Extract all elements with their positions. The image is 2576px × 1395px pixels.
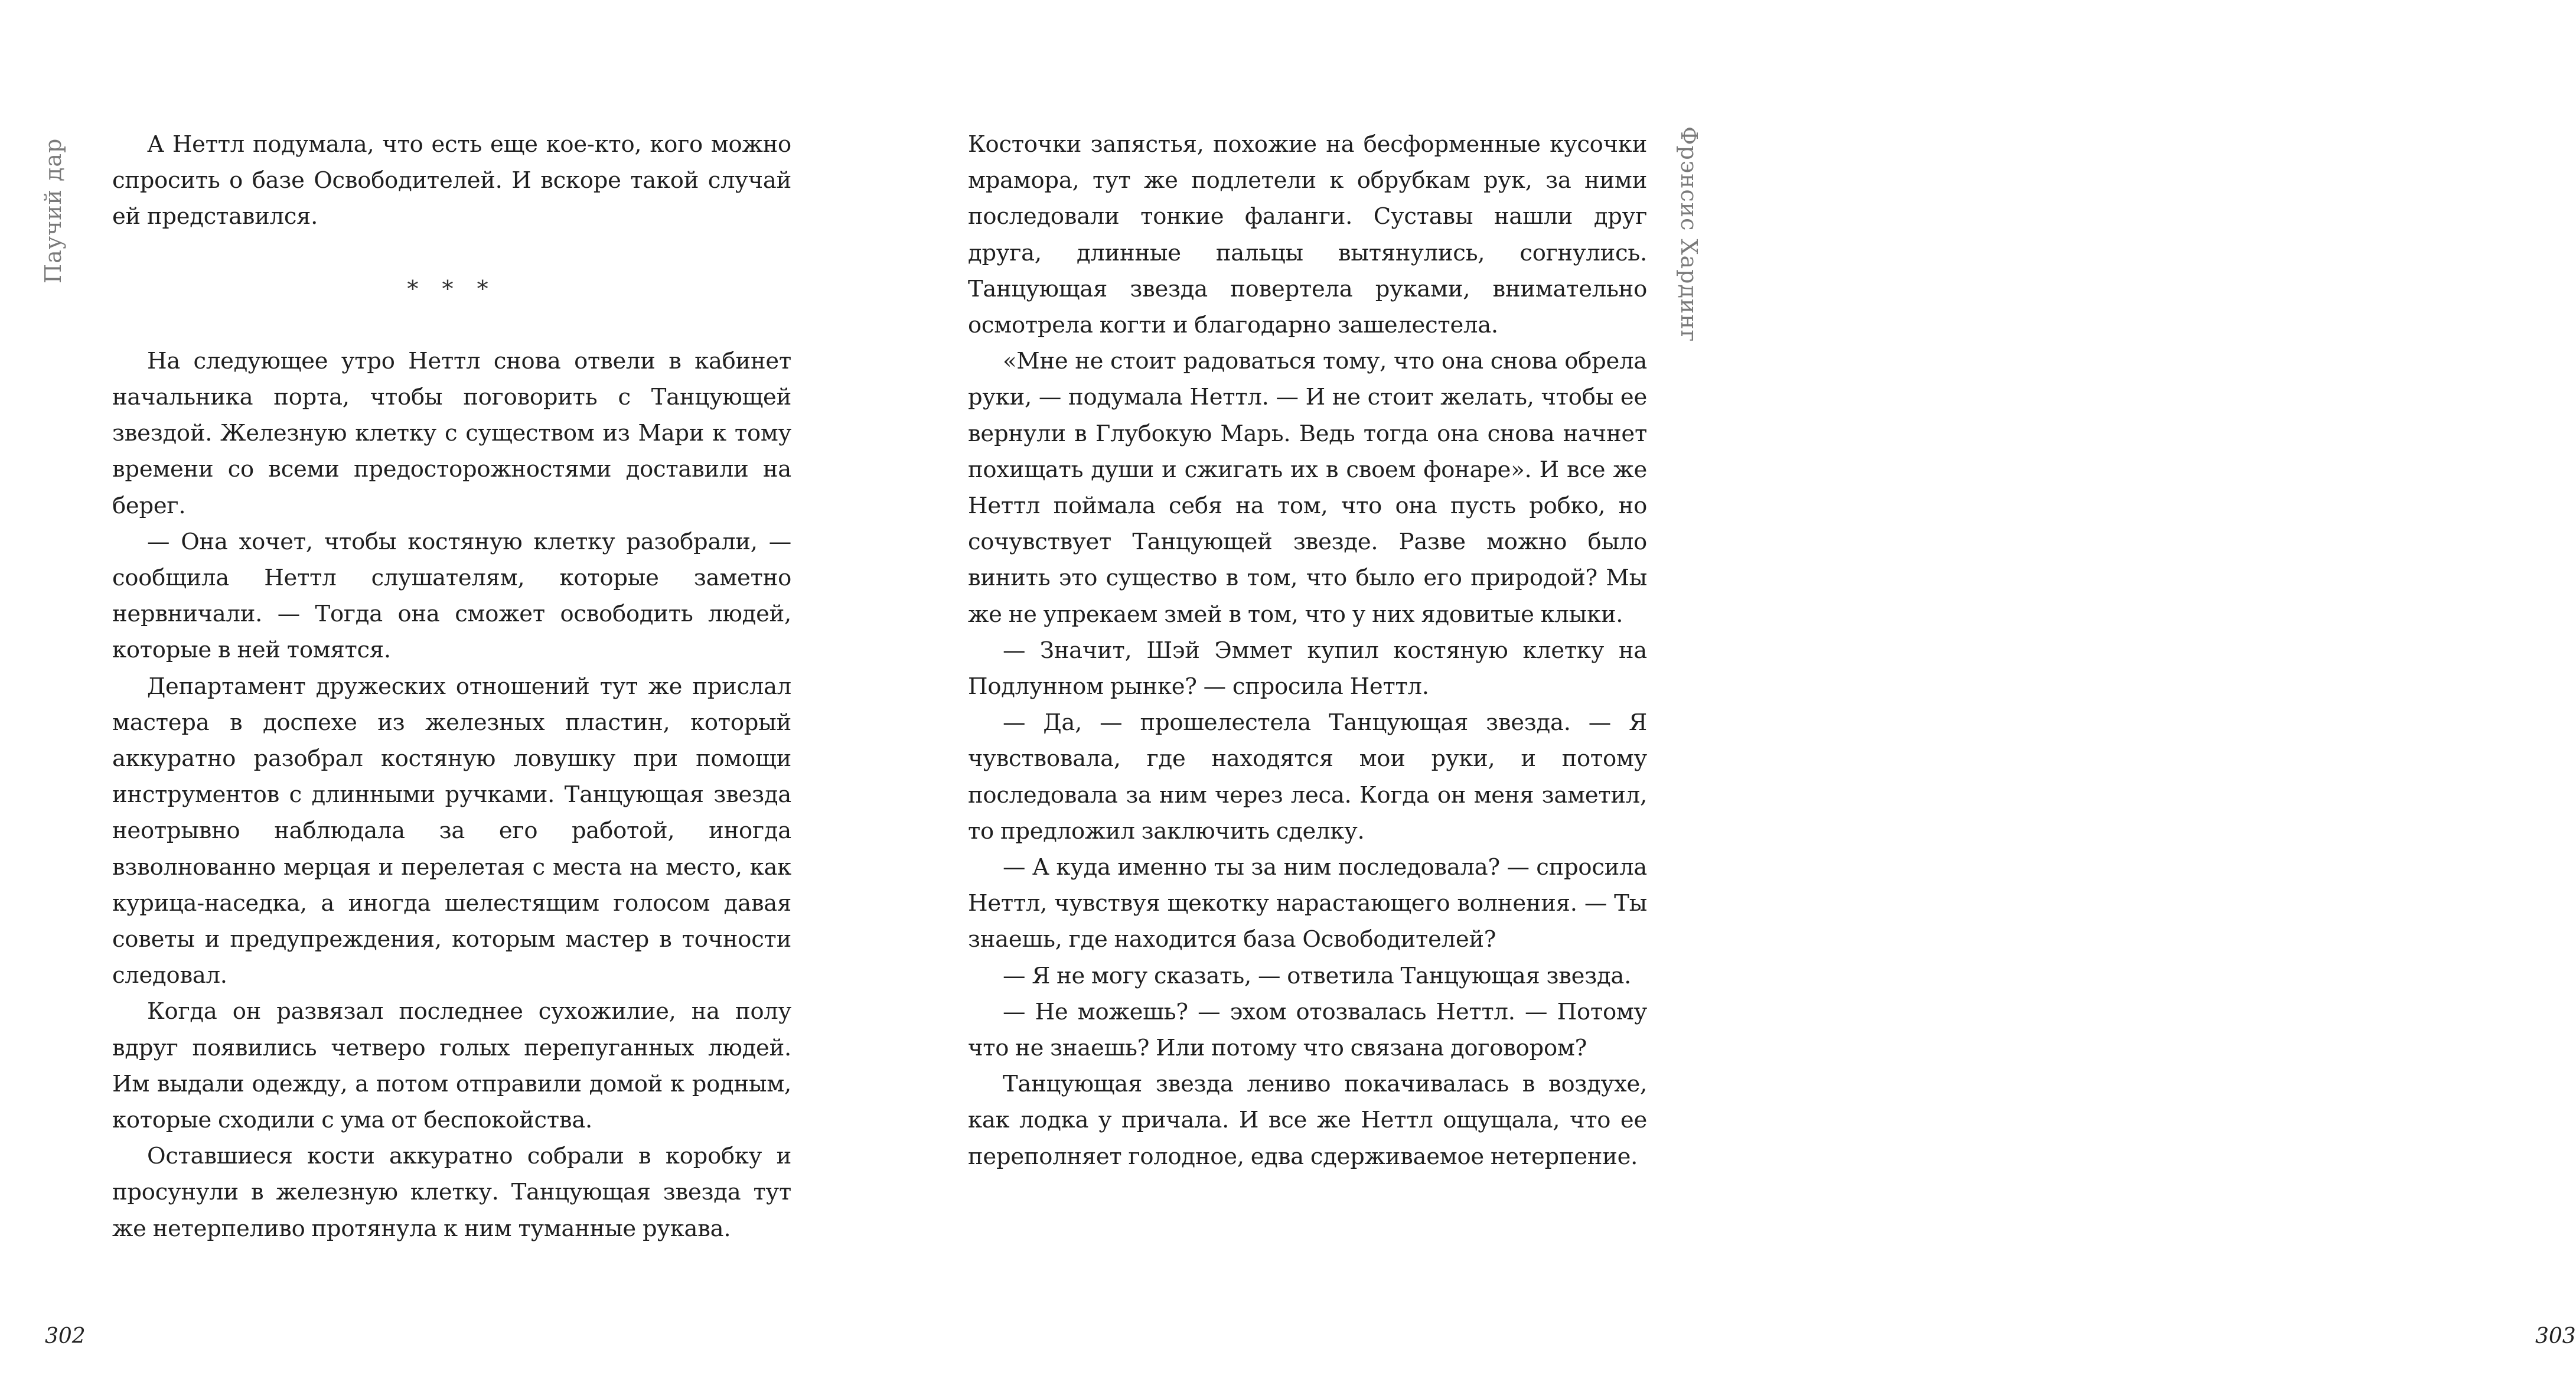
page-number: 302 [45,1324,86,1348]
paragraph: — Не можешь? — эхом отозвалась Неттл. — Потому что не знаешь? Или потому что связана договором? [968,998,1647,1062]
paragraph: На следующее утро Неттл снова отвели в кабинет начальника порта, чтобы поговорить с Танцующей звездой. Железную клетку с существом из Мари к тому времени со всеми предосторожностями доставили на берег. [112,347,791,519]
running-head-book-title: Паучий дар [40,138,66,283]
continued-paragraph: Косточки запястья, похожие на бесформенные кусочки мрамора, тут же подлетели к обрубкам рук, за ними последовали тонкие фаланги. Суставы нашли друг друга, длинные пальцы вытянулись, согнулись. Танцующая звезда повертела руками, внимательно осмотрела когти и благодарно зашелестела. [968,131,1647,339]
paragraph: — Да, — прошелестела Танцующая звезда. — Я чувствовала, где находятся мои руки, и потому последовала за ним через леса. Когда он меня заметил, то предложил заключить сделку. [968,709,1647,845]
paragraph: «Мне не стоит радоваться тому, что она снова обрела руки, — подумала Неттл. — И не стоит желать, чтобы ее вернули в Глубокую Марь. Ведь тогда она снова начнет похищать души и сжигать их в своем фонаре». И все же Неттл поймала себя на том, что она пусть робко, но сочувствует Танцующей звезде. Разве можно было винить это существо в том, что было его природой? Мы же не упрекаем змей в том, что у них ядовитые клыки. [968,348,1647,628]
right-page-text [968,126,1647,1175]
paragraph: Оставшиеся кости аккуратно собрали в коробку и просунули в железную клетку. Танцующая звезда тут же нетерпеливо протянула к ним туманные рукава. [112,1143,791,1242]
left-page [0,0,872,1395]
paragraph: — А куда именно ты за ним последовала? — спросила Неттл, чувствуя щекотку нарастающего волнения. — Ты знаешь, где находится база Освободителей? [968,854,1647,953]
paragraph: Департамент дружеских отношений тут же прислал мастера в доспехе из железных пластин, который аккуратно разобрал костяную ловушку при помощи инструментов с длинными ручками. Танцующая звезда неотрывно наблюдала за его работой, иногда взволнованно мерцая и перелетая с места на место, как курица-наседка, а иногда шелестящим голосом давая советы и предупреждения, которым мастер в точности следовал. [112,673,791,989]
paragraph: А Неттл подумала, что есть еще кое-кто, кого можно спросить о базе Освободителей. И вскоре такой случай ей представился. [112,131,791,230]
paragraph: — Значит, Шэй Эммет купил костяную клетку на Подлунном рынке? — спросила Неттл. [968,637,1647,700]
paragraph: — Я не могу сказать, — ответила Танцующая звезда. [1003,962,1632,989]
paragraph: Когда он развязал последнее сухожилие, на полу вдруг появились четверо голых перепуганных людей. Им выдали одежду, а потом отправили домой к родным, которые сходили с ума от беспокойства. [112,998,791,1134]
running-head-author: Фрэнсис Хардинг [1676,126,1702,343]
right-page [872,0,2576,1395]
left-page-text [112,126,791,1247]
paragraph: — Она хочет, чтобы костяную клетку разобрали, — сообщила Неттл слушателям, которые заметно нервничали. — Тогда она сможет освободить людей, которые в ней томятся. [112,528,791,664]
section-break: * * * [407,275,497,302]
paragraph: Танцующая звезда лениво покачивалась в воздухе, как лодка у причала. И все же Неттл ощущала, что ее переполняет голодное, едва сдерживаемое нетерпение. [968,1071,1647,1170]
page-number: 303 [2535,1324,2576,1348]
